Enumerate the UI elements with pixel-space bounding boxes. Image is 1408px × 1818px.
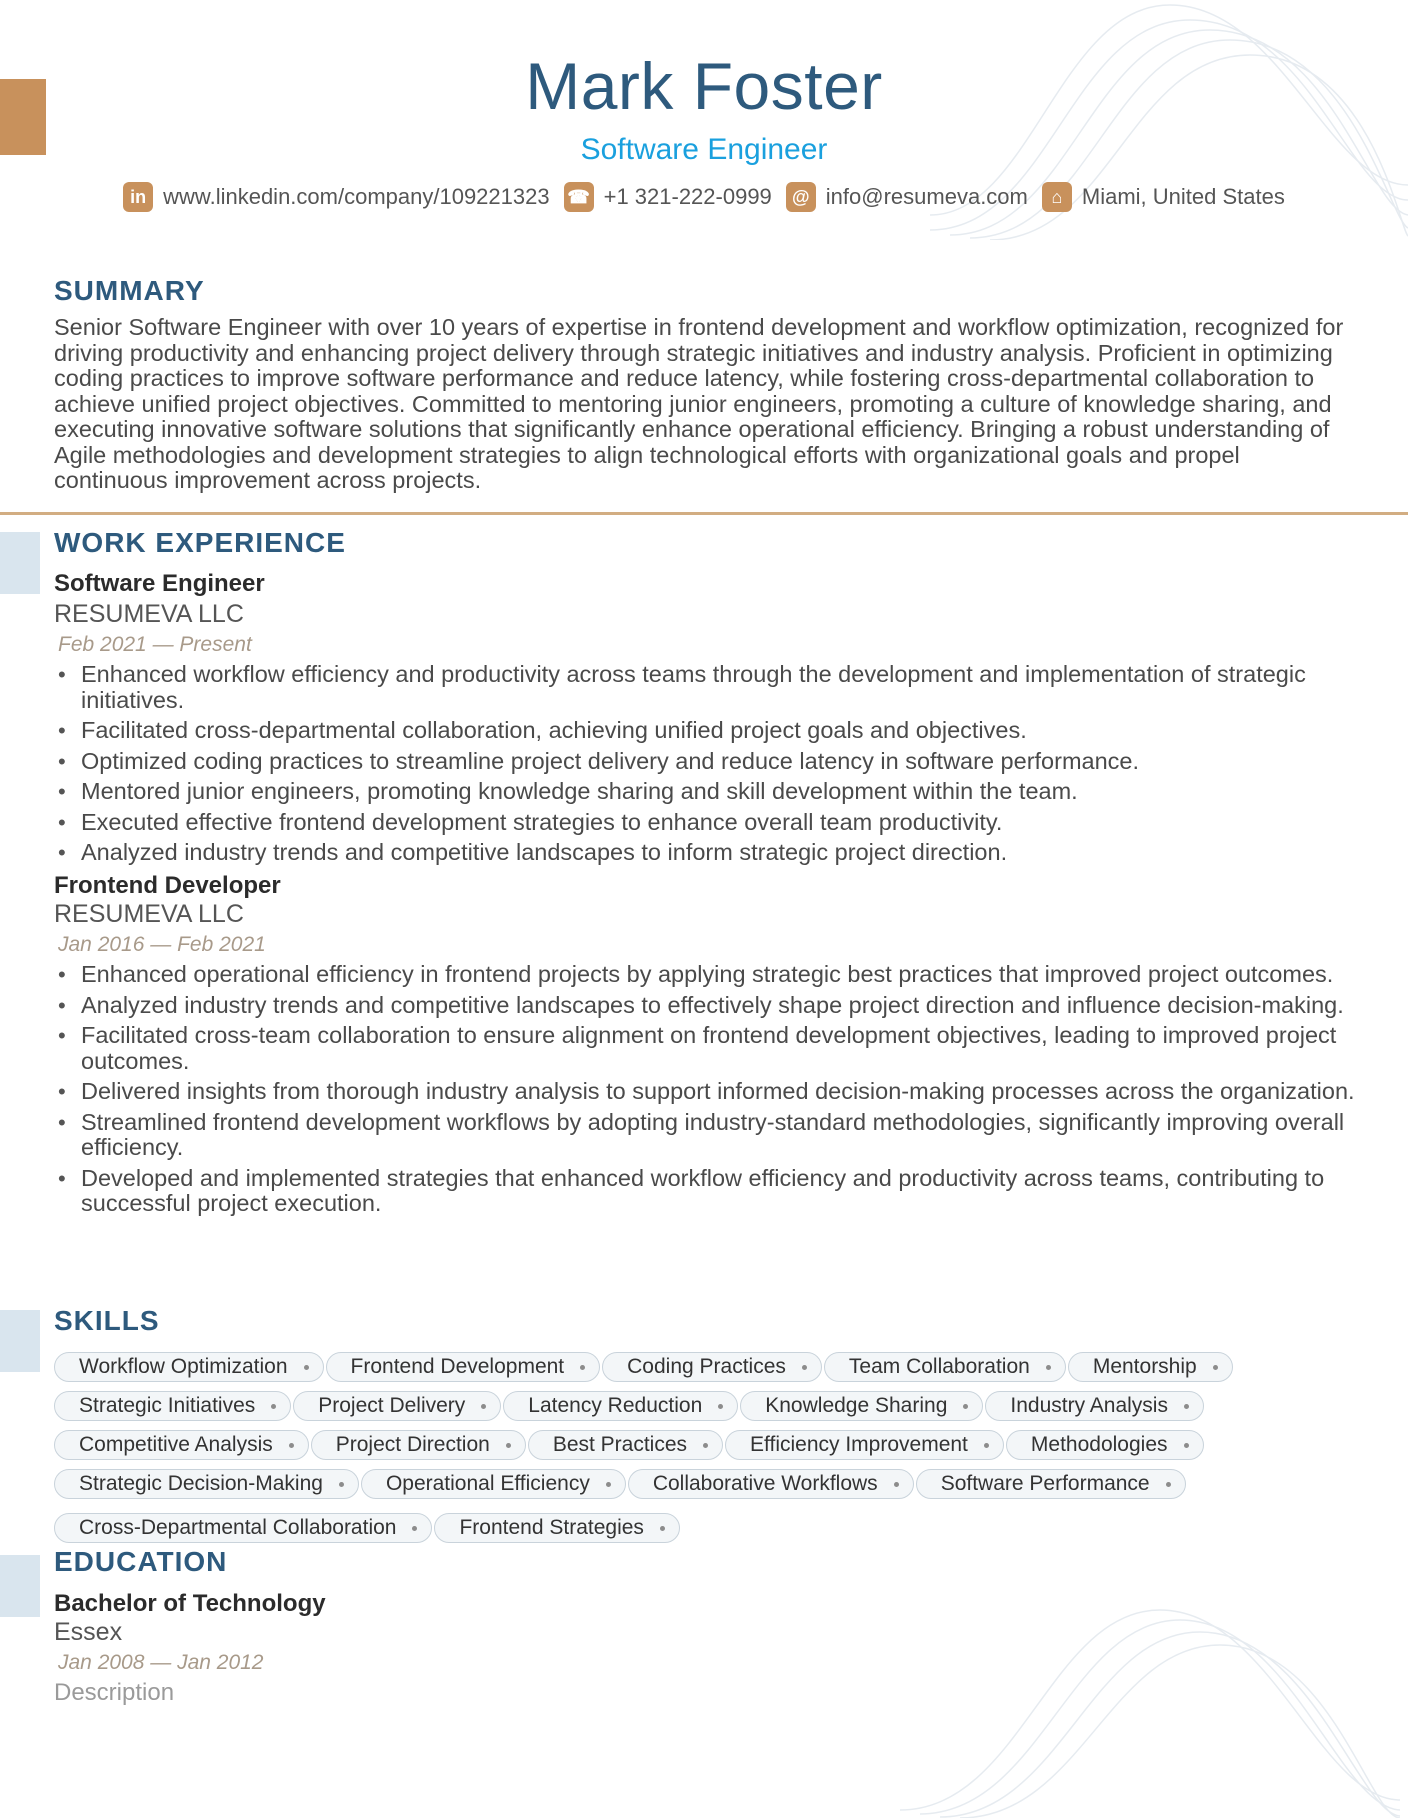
skill-tag: Project Direction (311, 1430, 526, 1460)
work-experience-heading: WORK EXPERIENCE (54, 527, 346, 558)
location-text: Miami, United States (1081, 184, 1285, 209)
email-icon: @ (786, 182, 816, 212)
education-marker (0, 1555, 40, 1617)
section-divider (0, 512, 1408, 515)
skill-tag: Latency Reduction (503, 1391, 738, 1421)
list-item: • Analyzed industry trends and competitive landscapes to inform strategic project direction. (54, 840, 1364, 866)
education-description: Description (54, 1679, 175, 1706)
work-experience-marker (0, 532, 40, 594)
skills-row (54, 1391, 1374, 1421)
phone-number[interactable]: +1 321-222-0999 (603, 184, 772, 209)
skills-heading: SKILLS (54, 1305, 160, 1336)
contact-phone[interactable] (564, 182, 772, 212)
linkedin-icon: in (123, 182, 153, 212)
list-item: • Facilitated cross-team collaboration to ensure alignment on frontend development objectives, leading to improved project outcomes. (54, 1023, 1364, 1074)
list-item: • Enhanced operational efficiency in frontend projects by applying strategic best practices that improved project outcomes. (54, 962, 1364, 988)
resume-header (0, 46, 1408, 212)
phone-icon: ☎ (564, 182, 594, 212)
skill-tag: Efficiency Improvement (725, 1430, 1004, 1460)
candidate-name: Mark Foster (525, 49, 883, 123)
skill-tag: Competitive Analysis (54, 1430, 309, 1460)
skill-tag: Mentorship (1068, 1352, 1233, 1382)
contact-linkedin[interactable] (123, 182, 549, 212)
job-company: RESUMEVA LLC (54, 900, 244, 928)
skill-tag: Team Collaboration (824, 1352, 1066, 1382)
list-item: • Delivered insights from thorough industry analysis to support informed decision-making processes across the organization. (54, 1079, 1364, 1105)
candidate-role: Software Engineer (580, 133, 828, 166)
skill-tag: Frontend Strategies (434, 1513, 679, 1543)
degree-title: Bachelor of Technology (54, 1590, 326, 1617)
contact-location (1042, 182, 1285, 212)
skill-tag: Coding Practices (602, 1352, 822, 1382)
job-dates: Feb 2021 — Present (58, 633, 252, 656)
list-item: • Mentored junior engineers, promoting knowledge sharing and skill development within the team. (54, 779, 1364, 805)
list-item: • Enhanced workflow efficiency and productivity across teams through the development and implementation of strategic initiatives. (54, 662, 1364, 713)
contact-email[interactable] (786, 182, 1028, 212)
education-dates: Jan 2008 — Jan 2012 (58, 1651, 264, 1674)
linkedin-link[interactable]: www.linkedin.com/company/109221323 (163, 184, 550, 209)
email-link[interactable]: info@resumeva.com (825, 184, 1028, 209)
contact-bar (0, 182, 1408, 212)
home-icon: ⌂ (1042, 182, 1072, 212)
list-item: • Streamlined frontend development workflows by adopting industry-standard methodologies, significantly improving overall efficiency. (54, 1110, 1364, 1161)
skills-row (54, 1352, 1374, 1382)
skills-list (54, 1352, 1374, 1552)
job-bullets (54, 962, 1364, 1217)
skill-tag: Industry Analysis (985, 1391, 1204, 1421)
job-title: Frontend Developer (54, 872, 281, 899)
list-item: • Analyzed industry trends and competitive landscapes to effectively shape project direction and influence decision-making. (54, 993, 1364, 1019)
skill-tag: Operational Efficiency (361, 1469, 626, 1499)
skills-marker (0, 1310, 40, 1372)
skill-tag: Collaborative Workflows (628, 1469, 914, 1499)
summary-heading: SUMMARY (54, 275, 205, 306)
job-title: Software Engineer (54, 570, 265, 597)
job-dates: Jan 2016 — Feb 2021 (58, 933, 266, 956)
list-item: • Developed and implemented strategies that enhanced workflow efficiency and productivity across teams, contributing to successful project execution. (54, 1166, 1364, 1217)
skill-tag: Strategic Decision-Making (54, 1469, 359, 1499)
decorative-wave-bottom (900, 1600, 1400, 1818)
skill-tag: Frontend Development (326, 1352, 601, 1382)
summary-text: Senior Software Engineer with over 10 years of expertise in frontend development and workflow optimization, recognized for driving productivity and enhancing project delivery through strategic initiatives and industry analysis. Proficient in optimizing coding practices to improve software performance and reduce latency, while fostering cross-departmental collaboration to achieve unified project objectives. Committed to mentoring junior engineers, promoting a culture of knowledge sharing, and executing innovative software solutions that significantly enhance operational efficiency. Bringing a robust understanding of Agile methodologies and development strategies to align technological efforts with organizational goals and propel continuous improvement across projects. (54, 314, 1344, 493)
skill-tag: Strategic Initiatives (54, 1391, 291, 1421)
job-bullets (54, 662, 1364, 866)
skill-tag: Methodologies (1006, 1430, 1204, 1460)
skill-tag: Best Practices (528, 1430, 723, 1460)
list-item: • Optimized coding practices to streamline project delivery and reduce latency in software performance. (54, 749, 1364, 775)
skills-row (54, 1469, 1374, 1499)
skill-tag: Cross-Departmental Collaboration (54, 1513, 432, 1543)
skill-tag: Knowledge Sharing (740, 1391, 983, 1421)
skill-tag: Project Delivery (293, 1391, 501, 1421)
skill-tag: Workflow Optimization (54, 1352, 324, 1382)
skill-tag: Software Performance (916, 1469, 1186, 1499)
skills-row (54, 1513, 1374, 1543)
list-item: • Facilitated cross-departmental collaboration, achieving unified project goals and objectives. (54, 718, 1364, 744)
skills-row (54, 1430, 1374, 1460)
job-company: RESUMEVA LLC (54, 600, 244, 628)
education-heading: EDUCATION (54, 1546, 228, 1577)
list-item: • Executed effective frontend development strategies to enhance overall team productivity. (54, 810, 1364, 836)
school-name: Essex (54, 1618, 123, 1646)
